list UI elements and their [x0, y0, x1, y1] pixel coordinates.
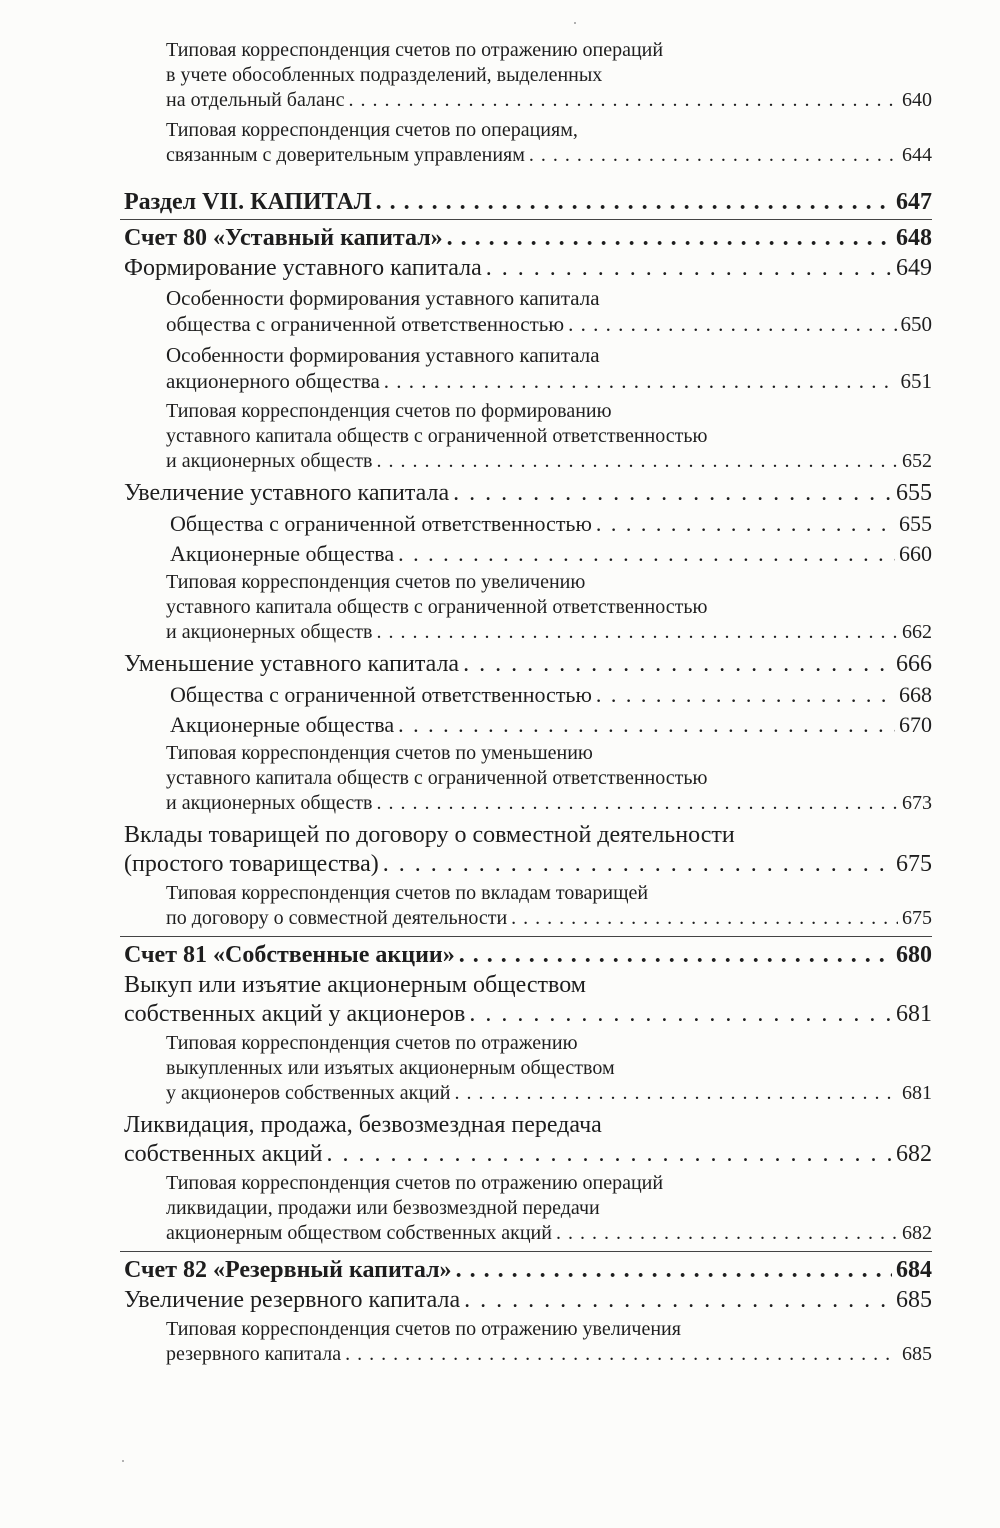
page-number: 660: [899, 541, 932, 566]
toc-entry-title: и акционерных обществ: [166, 792, 373, 814]
toc-entry-line: [166, 311, 932, 337]
dot-leader: [447, 223, 892, 253]
toc-entry-sub2: [120, 540, 932, 568]
toc-entry-title: Типовая корреспонденция счетов по отражению увеличения: [166, 1318, 681, 1340]
toc-entry-line: [166, 1171, 932, 1196]
dot-leader: [398, 711, 895, 739]
page-number: 649: [896, 255, 932, 281]
toc-entry-title: Акционерные общества: [170, 541, 395, 566]
toc-entry-sub2: [120, 510, 932, 538]
dot-leader: [454, 1081, 898, 1106]
toc-entry-title: Типовая корреспонденция счетов по вкладам товарищей: [166, 882, 649, 904]
toc-entry-line: [166, 791, 932, 816]
dot-leader: [463, 650, 892, 679]
page-number: 685: [902, 1343, 932, 1365]
page-number: 675: [902, 907, 932, 929]
toc-entry-line: [170, 510, 932, 538]
dot-leader: [486, 254, 892, 283]
toc-entry-title: у акционеров собственных акций: [166, 1082, 451, 1104]
toc-entry-sub: [120, 38, 932, 113]
section-divider: [120, 936, 932, 937]
toc-entry-line: [166, 570, 932, 595]
toc-entry-title: Особенности формирования уставного капитала: [166, 343, 600, 367]
toc-entry-sub: [120, 1317, 932, 1367]
toc-entry-line: [166, 88, 932, 113]
dot-leader: [376, 449, 898, 474]
page-number: 651: [900, 369, 932, 393]
toc-entry-title: уставного капитала обществ с ограниченной ответственностью: [166, 767, 708, 789]
toc-entry-sub: [120, 881, 932, 931]
toc-entry-title: резервного капитала: [166, 1343, 342, 1365]
dot-leader: [345, 1342, 898, 1367]
toc-entry-line: [166, 143, 932, 168]
toc-entry-sub: [120, 118, 932, 168]
toc-entry-title: Формирование уставного капитала: [124, 255, 482, 281]
dot-leader: [529, 143, 898, 168]
toc-entry-title: акционерного общества: [166, 369, 380, 393]
toc-entry-title: общества с ограниченной ответственностью: [166, 312, 565, 336]
toc-entry-sub2: [120, 711, 932, 739]
toc-entry-topic: [120, 479, 932, 508]
toc-entry-title: Счет 80 «Уставный капитал»: [124, 225, 443, 251]
toc-entry-title: Ликвидация, продажа, безвозмездная передача: [124, 1112, 602, 1138]
toc-entry-title: уставного капитала обществ с ограниченной ответственностью: [166, 596, 708, 618]
toc-entry-title: Раздел VII. КАПИТАЛ: [124, 189, 372, 215]
toc-entry-sub: [120, 1031, 932, 1106]
toc-entry-line: [166, 741, 932, 766]
toc-entry-title: Типовая корреспонденция счетов по отражению операций: [166, 39, 664, 61]
toc-entry-topic: [120, 971, 932, 1029]
toc-entry-title: Увеличение резервного капитала: [124, 1287, 461, 1313]
page-number: 684: [896, 1257, 932, 1283]
toc-entry-line: [166, 1056, 932, 1081]
toc-entry-title: Акционерные общества: [170, 712, 395, 737]
toc-entry-title: Общества с ограниченной ответственностью: [170, 682, 592, 707]
toc-entry-title: (простого товарищества): [124, 851, 379, 877]
page-number: 685: [896, 1287, 932, 1313]
page-number: 655: [896, 480, 932, 506]
toc-entry-line: [124, 187, 932, 217]
toc-entry-sub: [120, 741, 932, 816]
dot-leader: [383, 850, 892, 879]
section-gap: [120, 173, 932, 187]
toc-entry-line: [166, 1342, 932, 1367]
page-number: 681: [902, 1082, 932, 1104]
toc-entry-line: [124, 1255, 932, 1285]
toc-entry-line: [166, 766, 932, 791]
toc-entry-topic: [120, 650, 932, 679]
page-number: 666: [896, 651, 932, 677]
page-number: 675: [896, 851, 932, 877]
page-number: 670: [899, 712, 932, 737]
toc-entry-title: Выкуп или изъятие акционерным обществом: [124, 972, 586, 998]
toc-entry-line: [124, 1000, 932, 1029]
toc-entry-line: [170, 711, 932, 739]
toc-entry-line: [124, 971, 932, 1000]
toc-entry-title: Типовая корреспонденция счетов по уменьшению: [166, 742, 593, 764]
toc-entry-title: Типовая корреспонденция счетов по увеличению: [166, 571, 586, 593]
toc-entry-topic: [120, 254, 932, 283]
toc-entry-line: [166, 595, 932, 620]
dot-leader: [348, 88, 898, 113]
dot-leader: [596, 681, 895, 709]
toc-entry-title: Вклады товарищей по договору о совместной деятельности: [124, 822, 735, 848]
dot-leader: [398, 540, 895, 568]
toc-entry-title: Типовая корреспонденция счетов по операциям,: [166, 119, 578, 141]
toc-entry-topic: [120, 821, 932, 879]
toc-entry-sub: [120, 342, 932, 394]
dot-leader: [511, 906, 898, 931]
toc-entry-line: [124, 650, 932, 679]
toc-entry-sub: [120, 285, 932, 337]
section-divider: [120, 1251, 932, 1252]
toc-entry-title: ликвидации, продажи или безвозмездной передачи: [166, 1197, 600, 1219]
toc-entry-topic: [120, 1111, 932, 1169]
toc-entry-line: [124, 1286, 932, 1315]
page-number: 680: [896, 942, 932, 968]
toc-entry-sub: [120, 399, 932, 474]
page-number: 655: [899, 511, 932, 536]
toc-entry-line: [124, 1111, 932, 1140]
dot-leader: [464, 1286, 892, 1315]
toc-entry-title: Счет 81 «Собственные акции»: [124, 942, 455, 968]
toc-entry-line: [166, 118, 932, 143]
toc-entry-sub: [120, 1171, 932, 1246]
toc-entry-title: Уменьшение уставного капитала: [124, 651, 460, 677]
page-number: 652: [902, 450, 932, 472]
toc-entry-title: на отдельный баланс: [166, 89, 345, 111]
toc-entry-line: [166, 1081, 932, 1106]
page-number: 647: [896, 189, 932, 215]
page-number: 681: [896, 1001, 932, 1027]
toc-entry-line: [124, 850, 932, 879]
scan-speck: [574, 22, 576, 24]
toc-entry-line: [166, 1221, 932, 1246]
toc-entry-topic: [120, 1286, 932, 1315]
toc-entry-title: акционерным обществом собственных акций: [166, 1222, 552, 1244]
dot-leader: [327, 1140, 892, 1169]
toc-entry-title: собственных акций: [124, 1141, 323, 1167]
toc-entry-line: [166, 399, 932, 424]
toc-entry-line: [166, 285, 932, 311]
toc-entry-line: [166, 1317, 932, 1342]
toc-entry-title: связанным с доверительным управлениям: [166, 144, 525, 166]
dot-leader: [453, 479, 892, 508]
toc-entry-line: [166, 1031, 932, 1056]
scan-speck: [122, 1460, 124, 1462]
toc-entry-title: уставного капитала обществ с ограниченной ответственностью: [166, 425, 708, 447]
toc-entry-title: Счет 82 «Резервный капитал»: [124, 1257, 452, 1283]
dot-leader: [459, 940, 892, 970]
dot-leader: [376, 620, 898, 645]
dot-leader: [456, 1255, 892, 1285]
toc-entry-title: Особенности формирования уставного капитала: [166, 286, 600, 310]
toc-entry-line: [124, 821, 932, 850]
toc-entry-line: [124, 1140, 932, 1169]
toc-entry-head: [120, 1255, 932, 1285]
toc-entry-title: в учете обособленных подразделений, выделенных: [166, 64, 603, 86]
toc-entry-line: [124, 940, 932, 970]
dot-leader: [384, 368, 897, 394]
toc-entry-line: [124, 223, 932, 253]
section-divider: [120, 219, 932, 220]
dot-leader: [556, 1221, 898, 1246]
toc-entry-line: [166, 63, 932, 88]
toc-entry-line: [166, 38, 932, 63]
page-number: 662: [902, 621, 932, 643]
toc-entry-line: [166, 881, 932, 906]
toc-entry-line: [166, 906, 932, 931]
toc-entry-title: Типовая корреспонденция счетов по формированию: [166, 400, 612, 422]
toc-entry-line: [166, 342, 932, 368]
dot-leader: [568, 311, 896, 337]
dot-leader: [376, 187, 892, 217]
toc-entry-head: [120, 223, 932, 253]
page-number: 644: [902, 144, 932, 166]
toc-entry-line: [166, 620, 932, 645]
table-of-contents: [120, 38, 932, 1372]
page-number: 682: [896, 1141, 932, 1167]
page-number: 650: [900, 312, 932, 336]
dot-leader: [596, 510, 895, 538]
toc-entry-line: [166, 449, 932, 474]
toc-entry-line: [124, 479, 932, 508]
page-number: 648: [896, 225, 932, 251]
toc-entry-title: Типовая корреспонденция счетов по отражению: [166, 1032, 578, 1054]
toc-entry-head: [120, 187, 932, 217]
toc-entry-sub2: [120, 681, 932, 709]
toc-entry-title: по договору о совместной деятельности: [166, 907, 508, 929]
toc-entry-line: [166, 424, 932, 449]
toc-entry-title: Увеличение уставного капитала: [124, 480, 450, 506]
page-number: 668: [899, 682, 932, 707]
toc-entry-title: Общества с ограниченной ответственностью: [170, 511, 592, 536]
toc-entry-line: [124, 254, 932, 283]
toc-entry-sub: [120, 570, 932, 645]
toc-entry-title: и акционерных обществ: [166, 621, 373, 643]
toc-entry-title: выкупленных или изъятых акционерным обществом: [166, 1057, 615, 1079]
page-number: 682: [902, 1222, 932, 1244]
toc-entry-title: и акционерных обществ: [166, 450, 373, 472]
toc-entry-title: Типовая корреспонденция счетов по отражению операций: [166, 1172, 664, 1194]
dot-leader: [469, 1000, 892, 1029]
toc-entry-line: [166, 368, 932, 394]
dot-leader: [376, 791, 898, 816]
toc-entry-head: [120, 940, 932, 970]
toc-entry-line: [166, 1196, 932, 1221]
page-number: 640: [902, 89, 932, 111]
toc-entry-line: [170, 540, 932, 568]
toc-entry-title: собственных акций у акционеров: [124, 1001, 466, 1027]
page-number: 673: [902, 792, 932, 814]
toc-entry-line: [170, 681, 932, 709]
